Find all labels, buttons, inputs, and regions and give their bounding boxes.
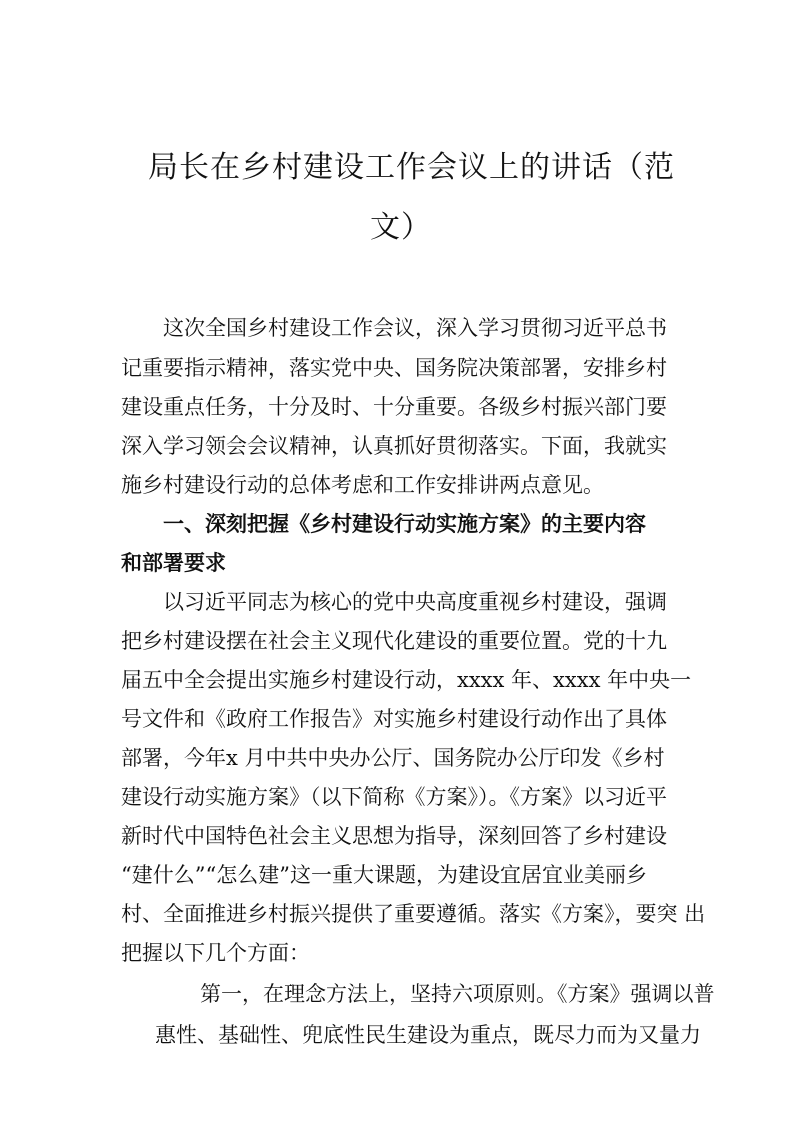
para3-line-1: 第一，在理念方法上，坚持六项原则。《方案》强调以普: [200, 982, 715, 1006]
para1-line-4: 深入学习领会会议精神，认真抓好贯彻落实。下面，我就实: [121, 434, 667, 458]
document-title-line-1: 局长在乡村建设工作会议上的讲话（范: [148, 150, 675, 185]
para2-line-3: 届五中全会提出实施乡村建设行动，xxxx 年、xxxx 年中央一: [121, 668, 692, 692]
para1-line-2: 记重要指示精神，落实党中央、国务院决策部署，安排乡村: [121, 356, 667, 380]
para2-line-6: 建设行动实施方案》（以下简称《方案》）。《方案》以习近平: [121, 785, 667, 809]
para1-line-5: 施乡村建设行动的总体考虑和工作安排讲两点意见。: [121, 473, 604, 497]
para2-line-5: 部署，今年x 月中共中央办公厅、国务院办公厅印发《乡村: [121, 746, 665, 770]
para2-line-9: 村、全面推进乡村振兴提供了重要遵循。落实《方案》，要突 出: [121, 902, 706, 926]
para1-line-3: 建设重点任务，十分及时、十分重要。各级乡村振兴部门要: [121, 395, 667, 419]
para2-line-1: 以习近平同志为核心的党中央高度重视乡村建设，强调: [163, 590, 667, 614]
para2-line-10: 把握以下几个方面：: [121, 941, 310, 965]
para2-line-8: “建什么”“怎么建”这一重大课题，为建设宜居宜业美丽乡: [121, 863, 647, 887]
para2-line-7: 新时代中国特色社会主义思想为指导，深刻回答了乡村建设: [121, 824, 667, 848]
section-heading-line-2: 和部署要求: [121, 551, 226, 575]
para2-line-4: 号文件和《政府工作报告》对实施乡村建设行动作出了具体: [121, 707, 667, 731]
para1-line-1: 这次全国乡村建设工作会议，深入学习贯彻习近平总书: [163, 316, 667, 340]
section-heading-line-1: 一、深刻把握《乡村建设行动实施方案》的主要内容: [163, 512, 646, 536]
para2-line-2: 把乡村建设摆在社会主义现代化建设的重要位置。党的十九: [121, 629, 667, 653]
document-title-line-2: 文）: [370, 210, 432, 245]
para3-line-2: 惠性、基础性、兜底性民生建设为重点，既尽力而为又量力: [155, 1023, 701, 1047]
